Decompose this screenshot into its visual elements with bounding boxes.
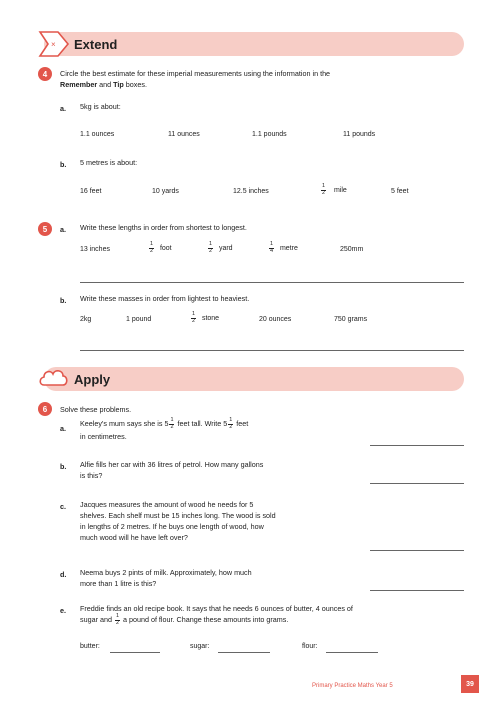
q4a-option[interactable]: 1.1 ounces bbox=[80, 131, 115, 138]
q4a-option[interactable]: 11 ounces bbox=[168, 131, 200, 138]
q6c-label: c. bbox=[60, 502, 66, 511]
q6b-text-1: Alfie fills her car with 36 litres of petrol. How many gallons bbox=[80, 460, 264, 469]
q4a-label: a. bbox=[60, 104, 66, 113]
q6e-text-2: sugar and $\frac{1}{2}$ a pound of flour. Change these amounts into grams. bbox=[80, 613, 289, 626]
question-number-4: 4 bbox=[38, 67, 52, 81]
q4-intro-2: Remember and Tip boxes. bbox=[60, 80, 147, 89]
q5a-item: $\frac{1}{2}$ yard bbox=[208, 241, 233, 254]
q6d-text-1: Neema buys 2 pints of milk. Approximately, how much bbox=[80, 568, 252, 577]
q6c-answer-line[interactable] bbox=[370, 550, 464, 551]
q6b-label: b. bbox=[60, 462, 67, 471]
page-number: 39 bbox=[461, 675, 479, 693]
cloud-icon bbox=[36, 361, 72, 397]
apply-banner bbox=[44, 367, 464, 391]
footer-title: Primary Practice Maths Year 5 bbox=[312, 683, 393, 689]
q6d-label: d. bbox=[60, 570, 67, 579]
butter-answer-line[interactable] bbox=[110, 652, 160, 653]
svg-text:×: × bbox=[51, 40, 56, 49]
extend-title: Extend bbox=[74, 36, 118, 52]
q6c-text-3: in lengths of 2 metres. If he buys one length of wood, how bbox=[80, 522, 264, 531]
q5a-item: $\frac{1}{4}$ metre bbox=[269, 241, 298, 254]
q6-intro: Solve these problems. bbox=[60, 405, 132, 414]
q6e-text-1: Freddie finds an old recipe book. It says that he needs 6 ounces of butter, 4 ounces of bbox=[80, 604, 353, 613]
q5a-item: 13 inches bbox=[80, 246, 110, 253]
q5a-item: $\frac{1}{2}$ foot bbox=[149, 241, 172, 254]
q4a-option[interactable]: 1.1 pounds bbox=[252, 131, 287, 138]
q5a-label: a. bbox=[60, 225, 66, 234]
q4-intro: Circle the best estimate for these imperial measurements using the information in the bbox=[60, 69, 331, 78]
sugar-label: sugar: bbox=[190, 643, 210, 650]
flour-answer-line[interactable] bbox=[326, 652, 378, 653]
butter-label: butter: bbox=[80, 643, 100, 650]
q6b-answer-line[interactable] bbox=[370, 483, 464, 484]
q5b-label: b. bbox=[60, 296, 67, 305]
q4b-label: b. bbox=[60, 160, 67, 169]
q6d-text-2: more than 1 litre is this? bbox=[80, 579, 157, 588]
q6d-answer-line[interactable] bbox=[370, 590, 464, 591]
q5a-text: Write these lengths in order from shortest to longest. bbox=[80, 223, 247, 232]
extend-arrow-icon bbox=[36, 26, 72, 62]
q5b-item: 20 ounces bbox=[259, 316, 292, 323]
q6b-text-2: is this? bbox=[80, 471, 103, 480]
q4b-option[interactable]: $\frac{1}{2}$ mile bbox=[321, 183, 347, 196]
q6c-text-2: shelves. Each shelf must be 15 inches long. The wood is sold bbox=[80, 511, 276, 520]
q4a-option[interactable]: 11 pounds bbox=[343, 131, 376, 138]
q6a-text-2: in centimetres. bbox=[80, 432, 127, 441]
q5b-text: Write these masses in order from lightest to heaviest. bbox=[80, 294, 250, 303]
q6c-text-1: Jacques measures the amount of wood he needs for 5 bbox=[80, 500, 254, 509]
extend-banner bbox=[44, 32, 464, 56]
q5b-item: 750 grams bbox=[334, 316, 368, 323]
q4b-option[interactable]: 12.5 inches bbox=[233, 188, 269, 195]
q4a-text: 5kg is about: bbox=[80, 102, 121, 111]
q5b-answer-line[interactable] bbox=[80, 350, 464, 351]
question-number-6: 6 bbox=[38, 402, 52, 416]
q4b-option[interactable]: 16 feet bbox=[80, 188, 102, 195]
q5a-item: 250mm bbox=[340, 246, 364, 253]
q5b-item: 2kg bbox=[80, 316, 92, 323]
q5a-answer-line[interactable] bbox=[80, 282, 464, 283]
sugar-answer-line[interactable] bbox=[218, 652, 270, 653]
q6c-text-4: much wood will he have left over? bbox=[80, 533, 188, 542]
q6e-label: e. bbox=[60, 606, 66, 615]
apply-title: Apply bbox=[74, 371, 111, 387]
q6a-answer-line[interactable] bbox=[370, 445, 464, 446]
q5b-item: $\frac{1}{2}$ stone bbox=[191, 311, 220, 324]
q5b-item: 1 pound bbox=[126, 316, 152, 323]
flour-label: flour: bbox=[302, 643, 318, 650]
q6a-label: a. bbox=[60, 424, 66, 433]
q4b-option[interactable]: 10 yards bbox=[152, 188, 179, 195]
question-number-5: 5 bbox=[38, 222, 52, 236]
q6a-text-1: Keeley's mum says she is 5 $\frac{1}{2}$ feet tall. Write 5 $\frac{1}{2}$ feet bbox=[80, 417, 249, 430]
q4b-option[interactable]: 5 feet bbox=[391, 188, 409, 195]
q4b-text: 5 metres is about: bbox=[80, 158, 138, 167]
